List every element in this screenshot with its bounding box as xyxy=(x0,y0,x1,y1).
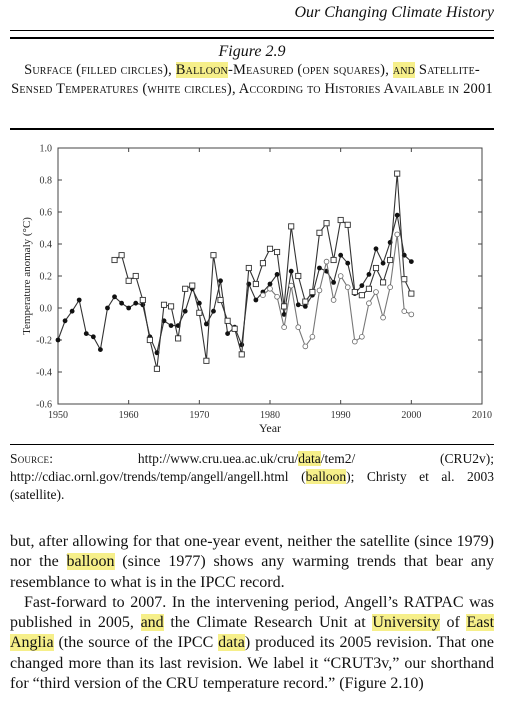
data-point-filled-circle xyxy=(289,269,294,274)
figure-title-text: Surface (filled circles), xyxy=(24,62,176,78)
data-point-open-square xyxy=(409,291,414,296)
data-point-open-square xyxy=(373,265,378,270)
source-text xyxy=(10,451,494,502)
data-point-filled-circle xyxy=(225,331,230,336)
data-point-open-square xyxy=(225,318,230,323)
data-point-filled-circle xyxy=(409,259,414,264)
figure-title xyxy=(10,61,494,99)
body-text-part: Fast-forward to 2007. In the intervening period, Angell’s RATPAC was published in 2005, xyxy=(10,593,494,632)
data-point-open-square xyxy=(190,283,195,288)
figure-title-text: -Measured (open squares), xyxy=(227,62,393,78)
data-point-filled-circle xyxy=(211,309,216,314)
data-point-filled-circle xyxy=(359,283,364,288)
data-point-filled-circle xyxy=(84,331,89,336)
figure-bottom-rule xyxy=(10,444,494,445)
data-point-filled-circle xyxy=(296,302,301,307)
plot-frame xyxy=(58,148,482,404)
data-point-open-square xyxy=(331,257,336,262)
data-point-filled-circle xyxy=(338,253,343,258)
highlighted-text: and xyxy=(392,62,416,78)
data-point-white-circle xyxy=(317,288,322,293)
y-tick-label: -0.6 xyxy=(36,399,52,411)
x-tick-label: 1950 xyxy=(48,410,68,421)
data-point-open-square xyxy=(133,273,138,278)
highlighted-text: East Anglia xyxy=(10,614,495,652)
highlighted-text: data xyxy=(218,634,245,652)
y-tick-label: 0.4 xyxy=(39,239,52,251)
y-tick-label: -0.2 xyxy=(36,335,52,347)
data-point-open-square xyxy=(204,358,209,363)
y-axis-label: Temperature anomaly (°C) xyxy=(21,217,33,335)
data-point-filled-circle xyxy=(395,213,400,218)
highlighted-text: balloon xyxy=(66,553,115,571)
x-tick-label: 1980 xyxy=(260,410,280,421)
running-head: Our Changing Climate History xyxy=(294,4,494,21)
source-label: Source: xyxy=(10,451,54,466)
temperature-chart xyxy=(10,136,494,442)
data-point-filled-circle xyxy=(367,272,372,277)
data-point-white-circle xyxy=(261,293,266,298)
data-point-filled-circle xyxy=(56,338,61,343)
data-point-open-square xyxy=(260,261,265,266)
data-point-open-square xyxy=(388,257,393,262)
data-point-filled-circle xyxy=(70,309,75,314)
data-point-open-square xyxy=(345,222,350,227)
data-point-open-square xyxy=(303,299,308,304)
data-point-open-square xyxy=(147,337,152,342)
data-point-white-circle xyxy=(289,283,294,288)
data-point-filled-circle xyxy=(345,261,350,266)
body-text-part: but, after allowing for that one-year event, neither the satellite (since 1979) nor the xyxy=(10,533,494,571)
data-point-open-square xyxy=(154,366,159,371)
body-paragraph xyxy=(10,532,494,593)
data-point-filled-circle xyxy=(63,318,68,323)
data-point-open-square xyxy=(232,326,237,331)
y-tick-label: 0.8 xyxy=(39,175,52,187)
highlighted-text: balloon xyxy=(305,469,347,484)
data-point-filled-circle xyxy=(169,323,174,328)
data-point-white-circle xyxy=(275,294,280,299)
data-point-white-circle xyxy=(310,334,315,339)
data-point-open-square xyxy=(317,230,322,235)
data-point-open-square xyxy=(253,281,258,286)
data-point-white-circle xyxy=(409,312,414,317)
y-tick-label: 0.6 xyxy=(39,207,52,219)
x-tick-label: 1970 xyxy=(189,410,210,421)
data-point-filled-circle xyxy=(303,304,308,309)
header-rule xyxy=(10,30,494,31)
highlighted-text: Balloon xyxy=(175,62,228,78)
x-tick-label: 1990 xyxy=(330,410,351,421)
y-tick-label: 0.0 xyxy=(39,303,52,315)
highlighted-text: data xyxy=(298,451,321,466)
data-point-white-circle xyxy=(331,298,336,303)
body-text-part: ) produced its 2005 revision. That one changed more than its last revision. We label it “CRUT3v,” our shorthand for “third version of the CRU temperature record.” (Figure 2.10) xyxy=(10,634,494,693)
data-point-white-circle xyxy=(374,290,379,295)
data-point-open-square xyxy=(366,286,371,291)
data-point-open-square xyxy=(282,304,287,309)
data-point-filled-circle xyxy=(204,322,209,327)
data-point-filled-circle xyxy=(331,280,336,285)
source-text-part: ); Christy et al. 2003 (satellite). xyxy=(10,469,494,502)
data-point-open-square xyxy=(218,297,223,302)
data-point-filled-circle xyxy=(317,266,322,271)
source-text-part: /tem2/ (CRU2v); http://cdiac.ornl.gov/trends/temp/angell/angell.html ( xyxy=(10,451,494,484)
data-point-open-square xyxy=(352,289,357,294)
y-tick-label: 1.0 xyxy=(39,143,52,155)
data-point-open-square xyxy=(267,246,272,251)
data-point-filled-circle xyxy=(105,306,110,311)
data-point-open-square xyxy=(296,273,301,278)
figure-caption xyxy=(10,42,494,99)
data-point-white-circle xyxy=(338,274,343,279)
data-point-open-square xyxy=(211,253,216,258)
data-point-open-square xyxy=(380,280,385,285)
data-point-open-square xyxy=(112,257,117,262)
data-point-filled-circle xyxy=(253,298,258,303)
data-point-filled-circle xyxy=(77,298,82,303)
body-text-part: (since 1977) shows any warming trends that bear any resemblance to what is in the IPCC record. xyxy=(10,553,495,591)
data-point-filled-circle xyxy=(183,309,188,314)
data-point-open-square xyxy=(197,310,202,315)
data-point-filled-circle xyxy=(381,261,386,266)
highlighted-text: and xyxy=(140,614,164,632)
data-point-open-square xyxy=(183,286,188,291)
x-axis-label: Year xyxy=(258,421,282,435)
data-point-open-square xyxy=(126,278,131,283)
data-point-filled-circle xyxy=(218,278,223,283)
data-point-open-square xyxy=(176,336,181,341)
data-point-filled-circle xyxy=(268,282,273,287)
data-point-open-square xyxy=(289,224,294,229)
data-point-white-circle xyxy=(303,344,308,349)
body-paragraph xyxy=(10,593,494,694)
data-point-open-square xyxy=(161,302,166,307)
source-text-part: http://www.cru.uea.ac.uk/cru/ xyxy=(53,451,299,466)
data-point-white-circle xyxy=(402,309,407,314)
data-point-white-circle xyxy=(345,285,350,290)
data-point-open-square xyxy=(168,304,173,309)
data-point-filled-circle xyxy=(98,347,103,352)
body-text-part: of xyxy=(439,614,467,632)
body-text-part: (the source of the IPCC xyxy=(53,634,219,652)
data-point-open-square xyxy=(274,249,279,254)
data-point-white-circle xyxy=(268,286,273,291)
figure-title-text: Satellite-Sensed Temperatures (white circles), According to Histories Available in 2001 xyxy=(11,62,493,97)
y-tick-label: -0.4 xyxy=(36,367,52,379)
data-point-open-square xyxy=(140,297,145,302)
data-point-open-square xyxy=(310,289,315,294)
data-point-filled-circle xyxy=(112,294,117,299)
data-point-white-circle xyxy=(359,334,364,339)
data-point-filled-circle xyxy=(275,272,280,277)
y-tick-label: 0.2 xyxy=(39,271,52,283)
data-point-white-circle xyxy=(324,259,329,264)
figure-source xyxy=(10,450,494,504)
x-tick-label: 1960 xyxy=(118,410,139,421)
data-point-open-square xyxy=(338,217,343,222)
data-point-filled-circle xyxy=(119,301,124,306)
data-point-white-circle xyxy=(367,301,372,306)
data-point-filled-circle xyxy=(374,246,379,251)
data-point-open-square xyxy=(246,265,251,270)
figure-top-rule xyxy=(10,37,494,39)
data-point-open-square xyxy=(395,171,400,176)
series-line-open-square xyxy=(115,174,412,369)
data-point-white-circle xyxy=(388,285,393,290)
body-text-part: the Climate Research Unit at xyxy=(163,614,373,632)
data-point-open-square xyxy=(324,221,329,226)
highlighted-text: University xyxy=(372,614,440,632)
data-point-open-square xyxy=(359,293,364,298)
figure-title-rule xyxy=(10,128,494,130)
data-point-white-circle xyxy=(381,315,386,320)
data-point-filled-circle xyxy=(91,334,96,339)
data-point-white-circle xyxy=(296,325,301,330)
body-text xyxy=(10,532,494,694)
x-tick-label: 2000 xyxy=(401,410,422,421)
data-point-open-square xyxy=(402,277,407,282)
data-point-open-square xyxy=(239,352,244,357)
data-point-filled-circle xyxy=(126,306,131,311)
data-point-filled-circle xyxy=(133,301,138,306)
x-tick-label: 2010 xyxy=(472,410,492,421)
series-line-filled-circle xyxy=(58,215,411,353)
data-point-white-circle xyxy=(395,232,400,237)
data-point-white-circle xyxy=(282,325,287,330)
data-point-open-square xyxy=(119,253,124,258)
data-point-white-circle xyxy=(352,339,357,344)
figure-number: Figure 2.9 xyxy=(218,43,286,60)
